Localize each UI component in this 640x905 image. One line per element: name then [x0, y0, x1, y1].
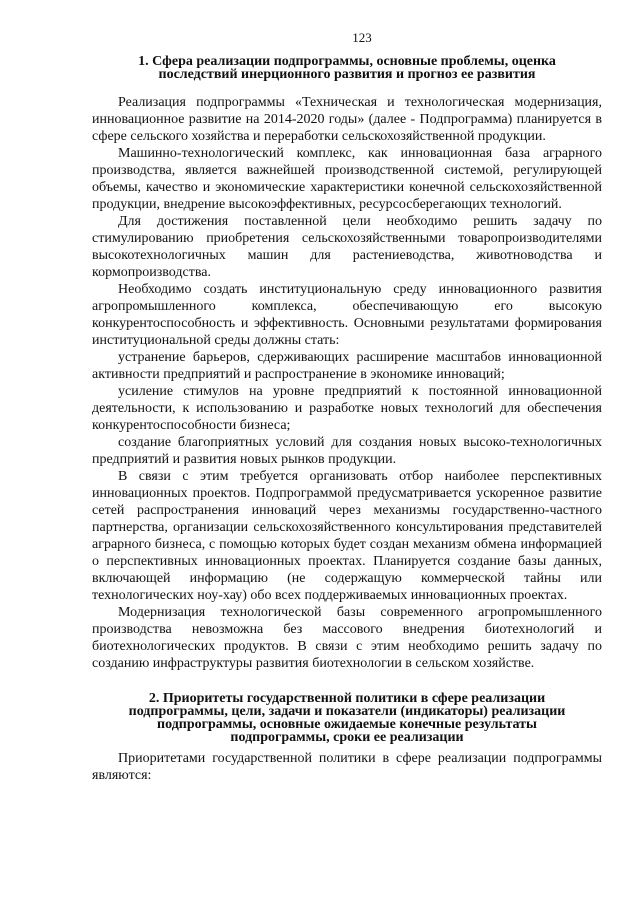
section-2-paragraph-1: Приоритетами государственной политики в сфере реализации подпрограммы являются: [92, 751, 602, 783]
section-1-heading [92, 55, 602, 81]
section-1-paragraph-6: усиление стимулов на уровне предприятий к постоянной инновационной деятельности, к использованию и разработке новых технологий для обеспечения конкурентоспособности бизнеса; [92, 384, 602, 433]
page-number: 123 [352, 30, 372, 45]
section-2-heading-line-4: подпрограммы, сроки ее реализации [230, 730, 464, 745]
section-2-heading [92, 692, 602, 744]
section-1-heading-line-2: последствий инерционного развития и прогноз ее развития [158, 67, 536, 82]
section-1-paragraph-8: В связи с этим требуется организовать отбор наиболее перспективных инновационных проектов. Подпрограммой предусматривается ускоренное развитие сетей распространения инноваций через механизмы государственно-частного партнерства, организации сельскохозяйственного консультирования представителей аграрного бизнеса, с помощью которых будет создан механизм обмена информацией о перспективных инновационных проектах. Планируется создание базы данных, включающей информацию (не содержащую коммерческой тайны или технологических ноу-хау) обо всех поддерживаемых инновационных проектах. [92, 469, 602, 603]
section-1-paragraph-7: создание благоприятных условий для создания новых высоко-технологичных предприятий и развития новых рынков продукции. [92, 435, 602, 467]
section-1-paragraph-4: Необходимо создать институциональную среду инновационного развития агропромышленного комплекса, обеспечивающую его высокую конкурентоспособность и эффективность. Основными результатами формирования институциональной среды должны стать: [92, 282, 602, 348]
section-1-heading-line-1: 1. Сфера реализации подпрограммы, основные проблемы, оценка [138, 54, 556, 69]
section-2-heading-line-2: подпрограммы, цели, задачи и показатели (индикаторы) реализации [128, 704, 566, 719]
section-1-paragraph-2: Машинно-технологический комплекс, как инновационная база аграрного производства, является важнейшей производственной системой, регулирующей объемы, качество и экономические характеристики конечной сельскохозяйственной продукции, внедрение высокоэффективных, ресурсосберегающих технологий. [92, 146, 602, 212]
section-1-paragraph-9: Модернизация технологической базы современного агропромышленного производства невозможна без массового внедрения биотехнологий и биотехнологических продуктов. В связи с этим необходимо решить задачу по созданию инфраструктуры развития биотехнологии в сельском хозяйстве. [92, 605, 602, 671]
section-2-heading-line-1: 2. Приоритеты государственной политики в сфере реализации [148, 691, 546, 706]
section-1-paragraph-3: Для достижения поставленной цели необходимо решить задачу по стимулированию приобретения сельскохозяйственными товаропроизводителями высокотехнологичных машин для растениеводства, животноводства и кормопроизводства. [92, 214, 602, 280]
section-2-heading-line-3: подпрограммы, основные ожидаемые конечные результаты [157, 717, 537, 732]
section-1-paragraph-5: устранение барьеров, сдерживающих расширение масштабов инновационной активности предприятий и распространение в экономике инноваций; [92, 350, 602, 382]
section-1-paragraph-1: Реализация подпрограммы «Техническая и технологическая модернизация, инновационное развитие на 2014-2020 годы» (далее - Подпрограмма) планируется в сфере сельского хозяйства и переработки сельскохозяйственной продукции. [92, 95, 602, 144]
